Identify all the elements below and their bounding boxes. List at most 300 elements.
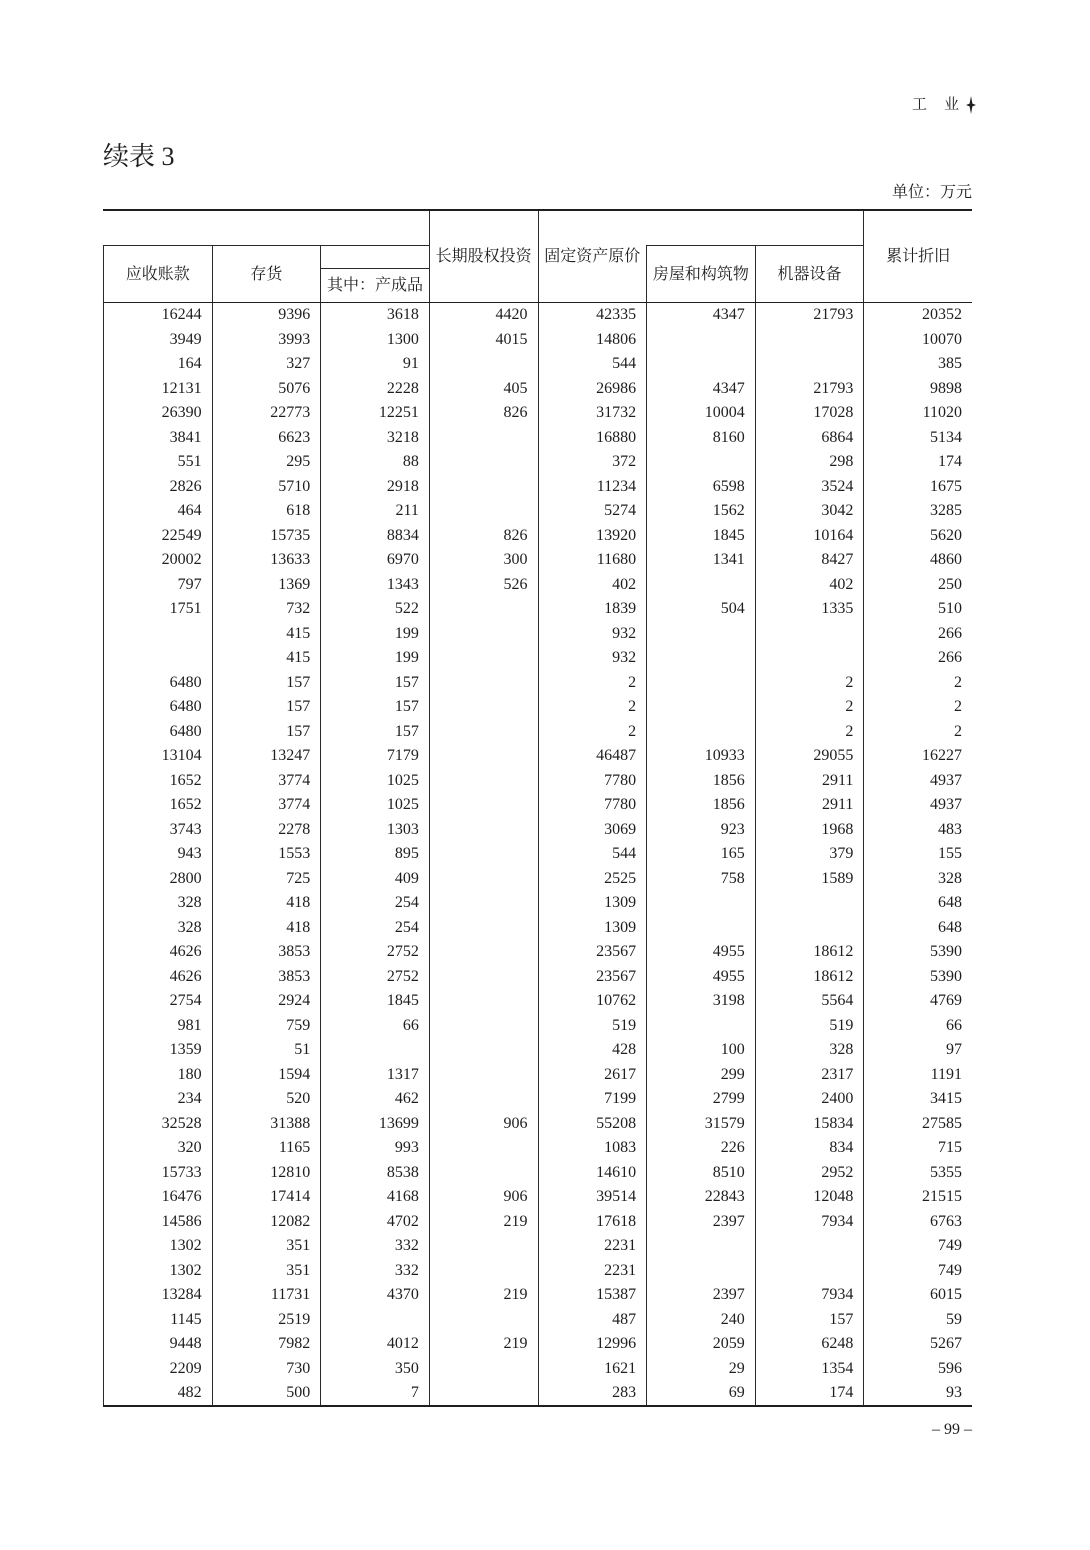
table-cell: 372 — [538, 450, 647, 475]
table-cell: 9898 — [863, 377, 972, 402]
table-cell — [646, 328, 755, 353]
table-cell: 11731 — [212, 1283, 321, 1308]
table-cell: 7199 — [538, 1087, 647, 1112]
table-cell — [429, 1357, 538, 1382]
table-cell: 3949 — [103, 328, 212, 353]
table-cell: 1594 — [212, 1063, 321, 1088]
table-cell: 66 — [320, 1014, 429, 1039]
table-row — [103, 622, 972, 647]
table-cell: 2617 — [538, 1063, 647, 1088]
table-cell: 7179 — [320, 744, 429, 769]
table-cell: 544 — [538, 352, 647, 377]
table-cell: 826 — [429, 401, 538, 426]
table-cell: 6864 — [755, 426, 864, 451]
table-cell — [646, 450, 755, 475]
table-cell: 29055 — [755, 744, 864, 769]
table-cell: 2397 — [646, 1210, 755, 1235]
table-cell — [429, 744, 538, 769]
header-accumulated-depreciation — [863, 211, 972, 303]
table-row — [103, 818, 972, 843]
table-cell — [429, 793, 538, 818]
table-row — [103, 744, 972, 769]
table-cell: 2519 — [212, 1308, 321, 1333]
table-cell — [429, 450, 538, 475]
table-cell: 1845 — [646, 524, 755, 549]
table-cell: 157 — [320, 671, 429, 696]
table-cell: 88 — [320, 450, 429, 475]
table-cell: 157 — [755, 1308, 864, 1333]
table-cell: 2231 — [538, 1234, 647, 1259]
table-cell: 211 — [320, 499, 429, 524]
table-cell: 6598 — [646, 475, 755, 500]
table-cell: 5620 — [863, 524, 972, 549]
table-cell: 1562 — [646, 499, 755, 524]
table-cell: 418 — [212, 916, 321, 941]
table-cell: 6480 — [103, 671, 212, 696]
table-cell: 1856 — [646, 793, 755, 818]
table-cell: 93 — [863, 1381, 972, 1406]
table-row — [103, 597, 972, 622]
table-cell: 409 — [320, 867, 429, 892]
table-cell: 3618 — [320, 303, 429, 328]
table-cell: 10070 — [863, 328, 972, 353]
table-cell: 4955 — [646, 940, 755, 965]
table-cell: 993 — [320, 1136, 429, 1161]
table-cell — [429, 1381, 538, 1406]
table-cell — [646, 622, 755, 647]
table-cell: 7934 — [755, 1210, 864, 1235]
table-cell: 2752 — [320, 940, 429, 965]
table-row — [103, 573, 972, 598]
table-bottom-rule — [103, 1405, 972, 1407]
table-cell: 5274 — [538, 499, 647, 524]
table-cell: 20352 — [863, 303, 972, 328]
table-cell: 13247 — [212, 744, 321, 769]
table-cell: 234 — [103, 1087, 212, 1112]
table-cell: 16244 — [103, 303, 212, 328]
table-cell: 1025 — [320, 793, 429, 818]
table-cell: 51 — [212, 1038, 321, 1063]
table-cell — [429, 891, 538, 916]
header-finished-goods — [320, 268, 429, 303]
table-cell: 2 — [863, 671, 972, 696]
table-cell: 6480 — [103, 695, 212, 720]
table-cell — [429, 1308, 538, 1333]
table-cell: 3853 — [212, 965, 321, 990]
table-cell — [646, 916, 755, 941]
table-cell — [755, 622, 864, 647]
table-cell: 4626 — [103, 965, 212, 990]
table-row — [103, 401, 972, 426]
table-cell — [429, 965, 538, 990]
table-cell: 164 — [103, 352, 212, 377]
table-cell — [429, 597, 538, 622]
table-row — [103, 965, 972, 990]
unit-label: 单位：万元 — [891, 184, 972, 201]
table-cell: 4860 — [863, 548, 972, 573]
table-cell: 2924 — [212, 989, 321, 1014]
table-cell — [429, 1014, 538, 1039]
table-cell: 15387 — [538, 1283, 647, 1308]
table-cell: 11680 — [538, 548, 647, 573]
table-body — [103, 303, 972, 1406]
table-cell: 3524 — [755, 475, 864, 500]
table-cell: 520 — [212, 1087, 321, 1112]
table-cell: 15834 — [755, 1112, 864, 1137]
table-cell: 97 — [863, 1038, 972, 1063]
table-cell — [646, 891, 755, 916]
table-cell: 1309 — [538, 891, 647, 916]
table-cell: 266 — [863, 646, 972, 671]
table-row — [103, 1136, 972, 1161]
table-cell — [429, 769, 538, 794]
table-cell: 715 — [863, 1136, 972, 1161]
table-cell: 6970 — [320, 548, 429, 573]
table-row — [103, 1210, 972, 1235]
table-cell: 2952 — [755, 1161, 864, 1186]
header-machinery — [755, 245, 864, 303]
table-cell: 544 — [538, 842, 647, 867]
table-cell: 6480 — [103, 720, 212, 745]
table-cell: 21515 — [863, 1185, 972, 1210]
table-cell: 240 — [646, 1308, 755, 1333]
table-cell: 596 — [863, 1357, 972, 1382]
table-cell: 219 — [429, 1332, 538, 1357]
table-cell: 12251 — [320, 401, 429, 426]
table-cell: 2 — [755, 671, 864, 696]
table-row — [103, 1087, 972, 1112]
table-cell: 730 — [212, 1357, 321, 1382]
table-cell: 1335 — [755, 597, 864, 622]
table-cell: 732 — [212, 597, 321, 622]
table-cell: 758 — [646, 867, 755, 892]
table-cell: 3853 — [212, 940, 321, 965]
table-cell: 1343 — [320, 573, 429, 598]
table-cell: 42335 — [538, 303, 647, 328]
table-cell: 10164 — [755, 524, 864, 549]
table-cell: 7982 — [212, 1332, 321, 1357]
table-cell — [429, 426, 538, 451]
table-cell — [755, 1234, 864, 1259]
table-cell: 8427 — [755, 548, 864, 573]
table-cell: 10762 — [538, 989, 647, 1014]
table-cell: 157 — [212, 720, 321, 745]
table-row — [103, 1234, 972, 1259]
table-row — [103, 1332, 972, 1357]
table-cell: 5390 — [863, 940, 972, 965]
table-row — [103, 548, 972, 573]
table-cell: 895 — [320, 842, 429, 867]
table-cell: 522 — [320, 597, 429, 622]
table-cell: 13633 — [212, 548, 321, 573]
table-row — [103, 1063, 972, 1088]
table-cell: 9396 — [212, 303, 321, 328]
table-cell: 834 — [755, 1136, 864, 1161]
table-cell: 1191 — [863, 1063, 972, 1088]
table-cell: 1652 — [103, 793, 212, 818]
table-title: 续表 3 — [103, 142, 175, 171]
table-cell: 2911 — [755, 793, 864, 818]
table-cell: 16880 — [538, 426, 647, 451]
table-cell: 32528 — [103, 1112, 212, 1137]
table-cell: 415 — [212, 646, 321, 671]
table-cell: 27585 — [863, 1112, 972, 1137]
table-cell: 519 — [538, 1014, 647, 1039]
table-cell: 31732 — [538, 401, 647, 426]
table-cell: 2826 — [103, 475, 212, 500]
table-cell: 1652 — [103, 769, 212, 794]
table-cell: 462 — [320, 1087, 429, 1112]
table-row — [103, 720, 972, 745]
table-cell: 3774 — [212, 769, 321, 794]
table-cell: 3415 — [863, 1087, 972, 1112]
table-cell: 14586 — [103, 1210, 212, 1235]
table-cell — [429, 1161, 538, 1186]
table-cell: 15735 — [212, 524, 321, 549]
table-cell: 483 — [863, 818, 972, 843]
table-cell: 254 — [320, 891, 429, 916]
table-cell: 1145 — [103, 1308, 212, 1333]
table-cell: 4347 — [646, 303, 755, 328]
table-cell: 4168 — [320, 1185, 429, 1210]
table-cell — [429, 646, 538, 671]
table-cell: 8834 — [320, 524, 429, 549]
header-buildings — [646, 245, 755, 303]
table-cell: 254 — [320, 916, 429, 941]
table-cell: 2209 — [103, 1357, 212, 1382]
table-row — [103, 1112, 972, 1137]
table-cell: 4937 — [863, 793, 972, 818]
table-row — [103, 842, 972, 867]
table-cell: 6763 — [863, 1210, 972, 1235]
header-machinery-label: 机器设备 — [777, 265, 842, 283]
table-cell — [646, 1234, 755, 1259]
table-cell: 351 — [212, 1234, 321, 1259]
table-cell: 1751 — [103, 597, 212, 622]
table-row — [103, 303, 972, 328]
table-cell: 2752 — [320, 965, 429, 990]
table-cell: 46487 — [538, 744, 647, 769]
table-cell: 13699 — [320, 1112, 429, 1137]
table-row — [103, 352, 972, 377]
table-cell: 1025 — [320, 769, 429, 794]
table-cell — [429, 818, 538, 843]
table-cell: 510 — [863, 597, 972, 622]
table-cell: 981 — [103, 1014, 212, 1039]
header-finished-goods-label: 其中：产成品 — [327, 277, 424, 294]
table-cell — [755, 1259, 864, 1284]
table-cell: 6015 — [863, 1283, 972, 1308]
table-cell: 379 — [755, 842, 864, 867]
table-cell: 9448 — [103, 1332, 212, 1357]
header-inventory-spacer — [320, 245, 429, 268]
table-cell: 2799 — [646, 1087, 755, 1112]
table-cell: 1845 — [320, 989, 429, 1014]
table-cell: 3069 — [538, 818, 647, 843]
table-cell: 1553 — [212, 842, 321, 867]
table-cell: 3198 — [646, 989, 755, 1014]
table-cell: 3285 — [863, 499, 972, 524]
table-row — [103, 989, 972, 1014]
table-cell: 797 — [103, 573, 212, 598]
table-cell: 4012 — [320, 1332, 429, 1357]
header-inventory — [212, 245, 321, 303]
table-cell: 4702 — [320, 1210, 429, 1235]
table-cell: 328 — [103, 891, 212, 916]
table-cell: 12048 — [755, 1185, 864, 1210]
table-cell: 12082 — [212, 1210, 321, 1235]
table-cell: 6248 — [755, 1332, 864, 1357]
table-cell: 22843 — [646, 1185, 755, 1210]
table-cell: 320 — [103, 1136, 212, 1161]
table-cell: 328 — [103, 916, 212, 941]
table-cell: 17618 — [538, 1210, 647, 1235]
header-buildings-label: 房屋和构筑物 — [652, 265, 749, 283]
page-number: – 99 – — [932, 1421, 972, 1438]
table-cell: 906 — [429, 1185, 538, 1210]
table-cell: 11234 — [538, 475, 647, 500]
table-row — [103, 793, 972, 818]
table-cell: 1302 — [103, 1259, 212, 1284]
table-cell: 39514 — [538, 1185, 647, 1210]
table-cell: 2397 — [646, 1283, 755, 1308]
table-cell — [320, 1038, 429, 1063]
table-cell: 2317 — [755, 1063, 864, 1088]
table-row — [103, 377, 972, 402]
table-cell — [755, 646, 864, 671]
table-cell: 932 — [538, 622, 647, 647]
running-head: 工 业 — [912, 97, 961, 113]
table-row — [103, 769, 972, 794]
table-cell: 299 — [646, 1063, 755, 1088]
table-cell: 17028 — [755, 401, 864, 426]
table-cell — [755, 916, 864, 941]
table-cell: 3774 — [212, 793, 321, 818]
table-cell: 4937 — [863, 769, 972, 794]
table-cell: 415 — [212, 622, 321, 647]
table-cell: 464 — [103, 499, 212, 524]
table-row — [103, 916, 972, 941]
table-cell: 7 — [320, 1381, 429, 1406]
table-cell: 2278 — [212, 818, 321, 843]
table-cell — [429, 695, 538, 720]
table-cell: 2 — [538, 671, 647, 696]
header-receivables — [103, 245, 212, 303]
table-cell — [646, 1014, 755, 1039]
table-cell: 21793 — [755, 377, 864, 402]
table-cell — [646, 720, 755, 745]
table-cell: 219 — [429, 1210, 538, 1235]
table-cell: 2059 — [646, 1332, 755, 1357]
table-cell: 2918 — [320, 475, 429, 500]
table-row — [103, 1259, 972, 1284]
table-cell: 250 — [863, 573, 972, 598]
table-cell: 13920 — [538, 524, 647, 549]
table-cell — [429, 916, 538, 941]
table-row — [103, 328, 972, 353]
table-cell: 5134 — [863, 426, 972, 451]
table-cell: 2 — [538, 720, 647, 745]
table-cell: 11020 — [863, 401, 972, 426]
table-cell: 7934 — [755, 1283, 864, 1308]
table-cell: 923 — [646, 818, 755, 843]
table-cell: 10004 — [646, 401, 755, 426]
table-cell: 22549 — [103, 524, 212, 549]
table-cell: 26986 — [538, 377, 647, 402]
table-cell: 1354 — [755, 1357, 864, 1382]
table-cell: 2754 — [103, 989, 212, 1014]
table-cell: 55208 — [538, 1112, 647, 1137]
table-cell — [429, 940, 538, 965]
table-cell: 59 — [863, 1308, 972, 1333]
table-cell: 2400 — [755, 1087, 864, 1112]
table-cell: 906 — [429, 1112, 538, 1137]
table-cell: 402 — [538, 573, 647, 598]
table-cell: 749 — [863, 1234, 972, 1259]
table-cell: 157 — [320, 695, 429, 720]
table-cell: 2 — [538, 695, 647, 720]
table-cell: 13284 — [103, 1283, 212, 1308]
table-cell — [429, 989, 538, 1014]
table-cell: 2228 — [320, 377, 429, 402]
table-cell: 2 — [755, 720, 864, 745]
table-cell: 69 — [646, 1381, 755, 1406]
table-cell: 219 — [429, 1283, 538, 1308]
table-cell: 1589 — [755, 867, 864, 892]
table-cell: 551 — [103, 450, 212, 475]
table-row — [103, 524, 972, 549]
table-cell: 165 — [646, 842, 755, 867]
table-cell: 351 — [212, 1259, 321, 1284]
table-cell: 1317 — [320, 1063, 429, 1088]
table-cell — [429, 1259, 538, 1284]
table-cell: 1165 — [212, 1136, 321, 1161]
table-cell: 23567 — [538, 940, 647, 965]
table-cell: 327 — [212, 352, 321, 377]
table-cell: 1303 — [320, 818, 429, 843]
table-cell: 482 — [103, 1381, 212, 1406]
table-cell — [755, 352, 864, 377]
table-cell — [429, 1136, 538, 1161]
table-cell — [429, 867, 538, 892]
table-row — [103, 695, 972, 720]
table-cell — [103, 646, 212, 671]
table-row — [103, 1161, 972, 1186]
table-cell: 943 — [103, 842, 212, 867]
table-cell: 1302 — [103, 1234, 212, 1259]
table-cell: 199 — [320, 646, 429, 671]
table-cell: 648 — [863, 891, 972, 916]
table-cell: 10933 — [646, 744, 755, 769]
table-cell: 1341 — [646, 548, 755, 573]
table-cell: 1839 — [538, 597, 647, 622]
table-cell: 826 — [429, 524, 538, 549]
table-cell: 328 — [863, 867, 972, 892]
table-row — [103, 1014, 972, 1039]
table-cell: 26390 — [103, 401, 212, 426]
table-cell: 1621 — [538, 1357, 647, 1382]
table-cell: 405 — [429, 377, 538, 402]
table-cell: 5076 — [212, 377, 321, 402]
table-cell: 648 — [863, 916, 972, 941]
four-point-star-icon — [966, 96, 976, 114]
table-cell: 66 — [863, 1014, 972, 1039]
table-cell: 5390 — [863, 965, 972, 990]
table-cell — [646, 1259, 755, 1284]
table-cell: 1300 — [320, 328, 429, 353]
table-cell: 5267 — [863, 1332, 972, 1357]
table-row — [103, 1381, 972, 1406]
